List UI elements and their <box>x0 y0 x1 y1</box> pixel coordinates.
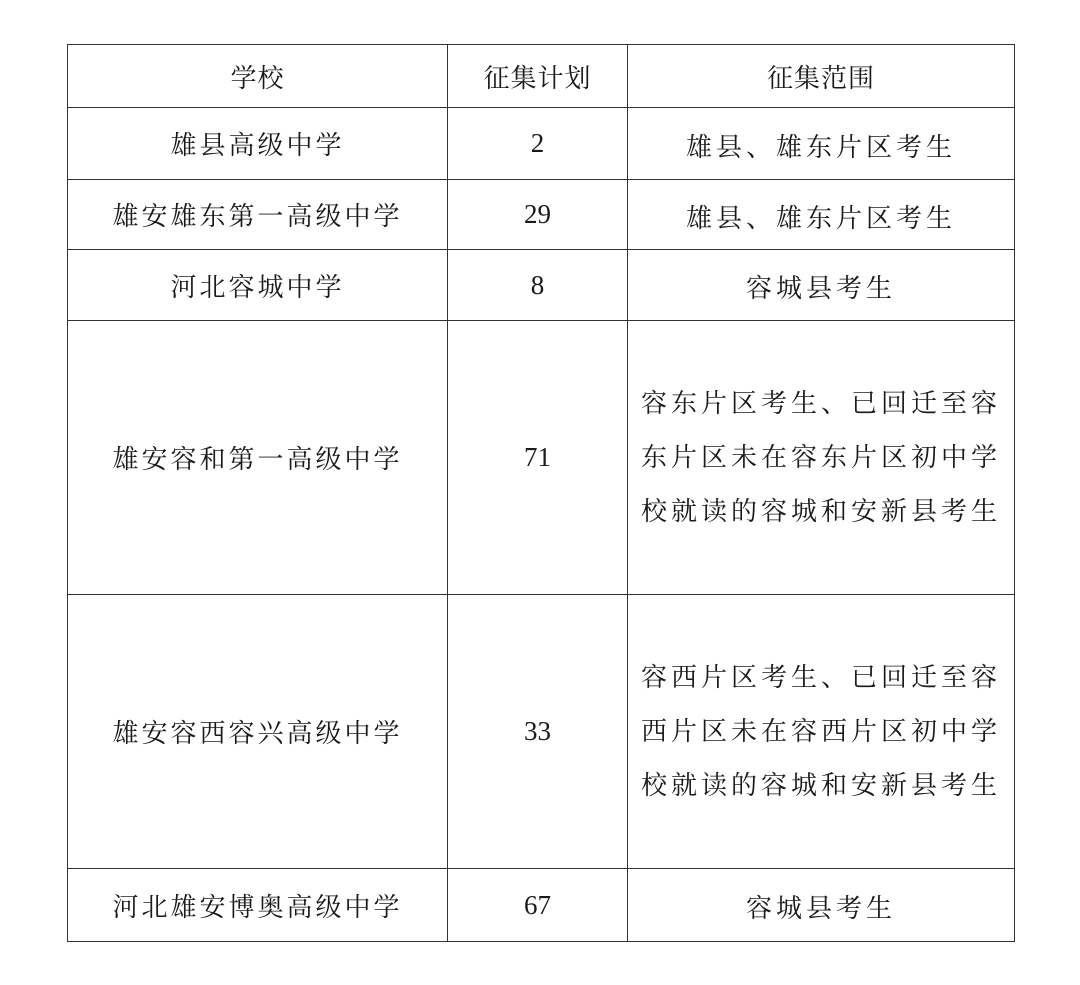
range-cell: 容城县考生 <box>628 250 1015 321</box>
school-cell: 雄安雄东第一高级中学 <box>68 180 448 250</box>
range-cell: 雄县、雄东片区考生 <box>628 108 1015 180</box>
table-row <box>68 180 1015 250</box>
range-cell: 雄县、雄东片区考生 <box>628 180 1015 250</box>
range-line: 容西片区考生、已回迁至容 <box>640 662 1001 693</box>
plan-cell: 29 <box>448 180 628 250</box>
range-cell <box>628 595 1015 869</box>
table-row <box>68 321 1015 595</box>
school-cell: 雄安容西容兴高级中学 <box>68 595 448 869</box>
range-line: 校就读的容城和安新县考生 <box>640 496 1001 527</box>
range-line: 校就读的容城和安新县考生 <box>640 770 1001 801</box>
range-line: 东片区未在容东片区初中学 <box>640 442 1001 473</box>
school-cell: 雄安容和第一高级中学 <box>68 321 448 595</box>
table-row <box>68 108 1015 180</box>
range-line: 西片区未在容西片区初中学 <box>640 716 1001 747</box>
school-cell: 雄县高级中学 <box>68 108 448 180</box>
plan-cell: 8 <box>448 250 628 321</box>
header-plan: 征集计划 <box>448 45 628 108</box>
table-header-row <box>68 45 1015 108</box>
admission-plan-table <box>67 44 1015 942</box>
table-row <box>68 250 1015 321</box>
table-row <box>68 869 1015 942</box>
table-row <box>68 595 1015 869</box>
school-cell: 河北容城中学 <box>68 250 448 321</box>
plan-cell: 71 <box>448 321 628 595</box>
plan-cell: 67 <box>448 869 628 942</box>
school-cell: 河北雄安博奥高级中学 <box>68 869 448 942</box>
range-line: 容东片区考生、已回迁至容 <box>640 388 1001 419</box>
header-range: 征集范围 <box>628 45 1015 108</box>
range-cell <box>628 321 1015 595</box>
plan-cell: 33 <box>448 595 628 869</box>
range-cell: 容城县考生 <box>628 869 1015 942</box>
plan-cell: 2 <box>448 108 628 180</box>
header-school: 学校 <box>68 45 448 108</box>
